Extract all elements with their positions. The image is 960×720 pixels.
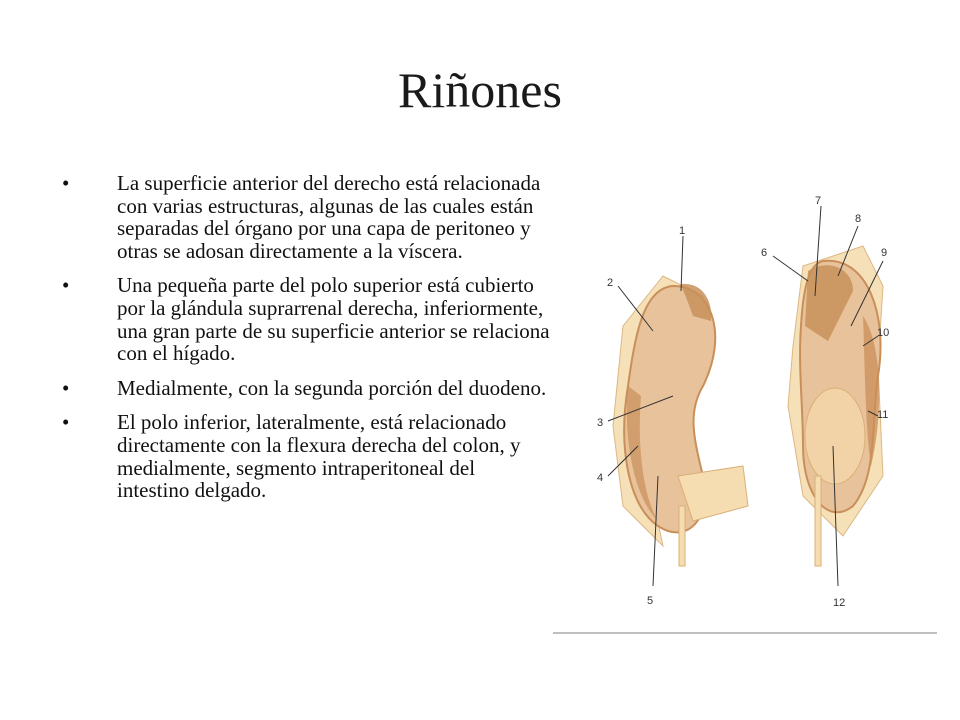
bullet-text: La superficie anterior del derecho está relacionada con varias estructuras, algunas de las cuales están separadas del órgano por una capa de peritoneo y otras se adosan directamente a la víscera. bbox=[117, 171, 541, 263]
label-10: 10 bbox=[877, 327, 890, 339]
label-12: 12 bbox=[833, 597, 846, 609]
right-ureter bbox=[815, 476, 821, 566]
label-2: 2 bbox=[607, 277, 614, 289]
bullet-item bbox=[62, 411, 552, 501]
label-1: 1 bbox=[679, 225, 686, 237]
bullet-symbol: • bbox=[62, 375, 70, 400]
bullet-item bbox=[62, 274, 552, 364]
label-6: 6 bbox=[761, 247, 768, 259]
bullet-text: Medialmente, con la segunda porción del duodeno. bbox=[117, 375, 547, 400]
bullet-list bbox=[62, 172, 552, 514]
label-11: 11 bbox=[877, 409, 889, 421]
bullet-item bbox=[62, 377, 552, 400]
bullet-symbol: • bbox=[62, 273, 70, 298]
slide-title: Riñones bbox=[398, 62, 562, 118]
bullet-symbol: • bbox=[62, 410, 70, 435]
label-7: 7 bbox=[815, 195, 822, 207]
bullet-item bbox=[62, 172, 552, 262]
label-5: 5 bbox=[647, 595, 654, 607]
bullet-text: Una pequeña parte del polo superior está cubierto por la glándula suprarrenal derecha, inferiormente, una gran parte de su superficie anterior se relaciona con el hígado. bbox=[117, 273, 550, 366]
bullet-text: El polo inferior, lateralmente, está relacionado directamente con la flexura derecha del colon, y medialmente, segmento intraperitoneal del intestino delgado. bbox=[117, 410, 521, 503]
label-4: 4 bbox=[597, 472, 604, 484]
label-9: 9 bbox=[881, 247, 888, 259]
kidney-illustration bbox=[553, 176, 937, 632]
right-lower-pole bbox=[805, 388, 865, 484]
kidney-anatomy-figure bbox=[553, 176, 937, 634]
label-3: 3 bbox=[597, 417, 604, 429]
bullet-symbol: • bbox=[62, 171, 70, 195]
left-ureter bbox=[679, 506, 685, 566]
label-8: 8 bbox=[855, 213, 862, 225]
